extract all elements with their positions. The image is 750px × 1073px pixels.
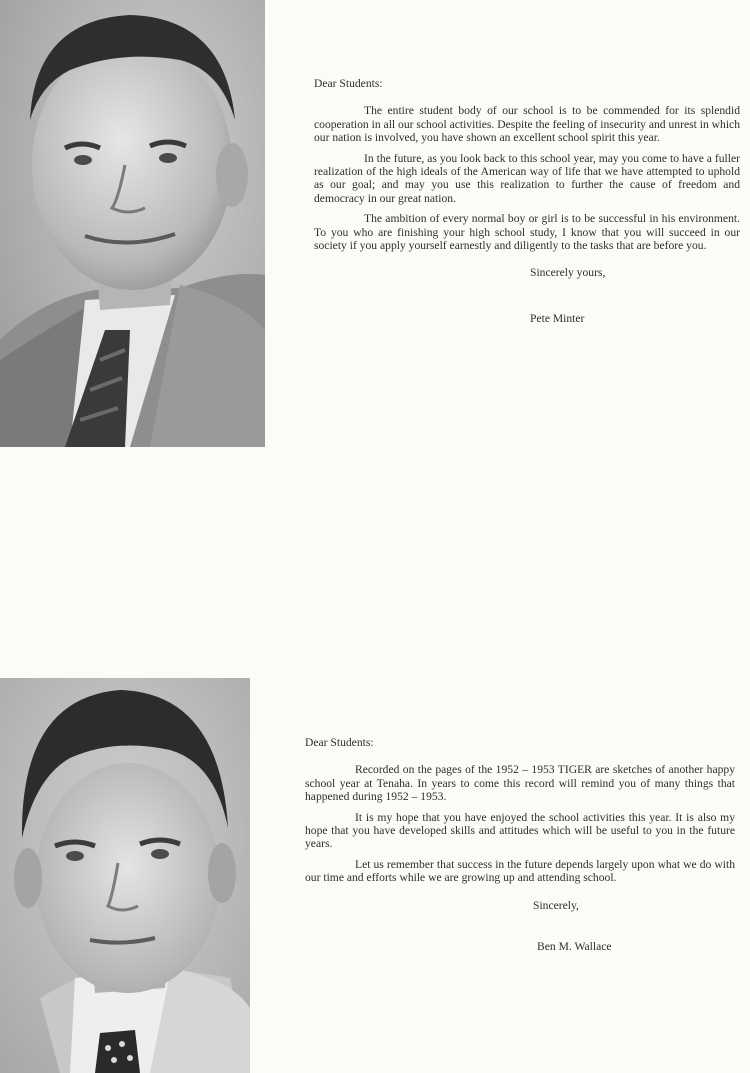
letter-pete-minter [314,77,740,325]
letter-1-paragraph-2: In the future, as you look back to this school year, may you come to have a fuller realization of the high ideals of the American way of life that we have attempted to uphold as our goal; and may you use this realization to further the cause of freedom and democracy in our great nation. [314,151,740,205]
portrait-1-drawing [0,0,265,447]
portrait-2-drawing [0,678,250,1073]
letter-1-salutation: Dear Students: [314,77,383,90]
portrait-photo-1 [0,0,265,447]
letter-2-salutation: Dear Students: [305,736,374,749]
letter-ben-wallace [305,736,735,953]
letter-2-paragraph-1: Recorded on the pages of the 1952 – 1953 TIGER are sketches of another happy school year at Tenaha. In years to come this record will remind you of many things that happened during 1952 – 1953. [305,763,735,804]
letter-1-signature: Pete Minter [530,311,585,325]
letter-2-paragraph-3: Let us remember that success in the future depends largely upon what we do with our time and efforts while we are growing up and attending school. [305,857,735,885]
letter-1-closing: Sincerely yours, [530,266,606,280]
letter-1-paragraph-3: The ambition of every normal boy or girl is to be successful in his environment. To you who are finishing your high school study, I know that you will succeed in our society if you apply yourself earnestly and diligently to the tasks that are before you. [314,212,740,253]
letter-1-paragraph-1: The entire student body of our school is to be commended for its splendid cooperation in all our school activities. Despite the feeling of insecurity and unrest in which our nation is involved, you have shown an excellent school spirit this year. [314,104,740,145]
letter-2-closing: Sincerely, [533,898,579,912]
portrait-photo-2 [0,678,250,1073]
letter-2-signature: Ben M. Wallace [537,940,612,954]
letter-2-paragraph-2: It is my hope that you have enjoyed the school activities this year. It is also my hope that you have developed skills and attitudes which will be useful to you in the future years. [305,810,735,851]
